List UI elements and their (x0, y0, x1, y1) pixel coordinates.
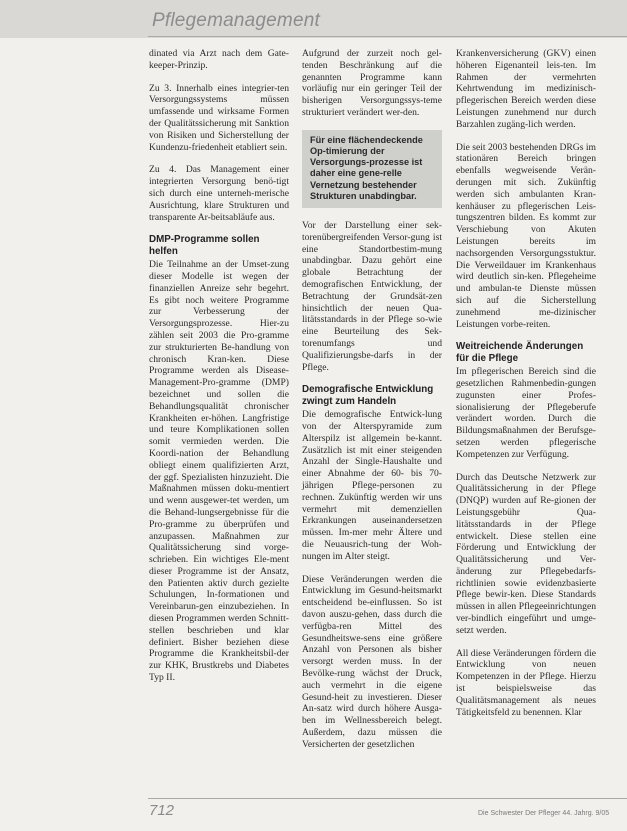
footer-source: Die Schwester Der Pfleger 44. Jahrg. 9/05 (478, 810, 610, 817)
section-title: Pflegemanagement (152, 10, 320, 31)
paragraph: Durch das Deutsche Netzwerk zur Qualitätssicherung in der Pflege (DNQP) wurden auf Re-gionen der Leistungsgebühr Qua-litätsstandards in der Pflege entwickelt. Diese stellen eine Förderung und Entwicklung der Qualitätssicherung und Ver-änderung zur Pflegebedarfs-richtlinien sowie evidenzbasierte Pflege bewir-ken. Diese Standards müssen in allen Pflegeeinrichtungen ver-bindlich eingeführt und umge-setzt werden. (456, 471, 596, 636)
paragraph: Krankenversicherung (GKV) einen höheren Eigenanteil leis-ten. Im Rahmen der vermehrten Kehrtwendung im medizinisch-pflegerischen Bereich werden diese Leistungen zunehmend nur durch Barzahlen zugäng-lich werden. (456, 48, 596, 130)
paragraph: Vor der Darstellung einer sek-torenübergreifenden Versor-gung ist eine Standortbestim-mung unabdingbar. Dazu gehört eine globale Betrachtung der demografischen Entwicklung, der Betrachtung der Grundsät-zen hinsichtlich der neuen Qua-litätsstandards in der Pflege so-wie eine Beurteilung des Sek-torenumfangs und Qualifizierungsbe-darfs in der Pflege. (302, 220, 442, 373)
subheading-dmp: DMP-Programme sollen helfen (149, 234, 260, 257)
footer-rule (148, 798, 627, 799)
paragraph: Die demografische Entwick-lung von der Alterspyramide zum Alterspilz ist allgemein be-kannt. Zusätzlich ist mit einer steigenden Anzahl der Single-Haushalte und einer Abnahme der 60- bis 70-jährigen Pflege-personen zu rechnen. Zukünftig werden wir uns vermehrt mit demenziellen Erkrankungen auseinandersetzen müssen. Im-mer mehr Ältere und die Neuausrich-tung der Woh-nungen im Alter steigt. (302, 409, 442, 562)
header-rule (148, 36, 627, 37)
paragraph: Aufgrund der zurzeit noch gel-tenden Beschränkung auf die genannten Programme kann vorläufig nur ein geringer Teil der bisherigen Versorgungssys-teme strukturiert verändert wer-den. (302, 48, 442, 118)
subheading-pflege: Weitreichende Änderungen für die Pflege (456, 341, 584, 364)
column-2 (302, 48, 442, 761)
column-1 (149, 48, 289, 695)
column-3 (456, 48, 596, 729)
paragraph: All diese Veränderungen fördern die Entwicklung von neuen Kompetenzen in der Pflege. Hierzu ist beispielsweise das Qualitätsmanagement als neues Tätigkeitsfeld zu benennen. Klar (456, 647, 596, 718)
paragraph: Im pflegerischen Bereich sind die gesetzlichen Rahmenbedin-gungen zugunsten einer Profes-sionalisierung der Pflegeberufe verändert worden. Durch die Bildungsmaßnahmen der Berufsge-setzen werden pflegerische Kompetenzen zur Verfügung. (456, 366, 596, 460)
paragraph: Diese Veränderungen werden die Entwicklung im Gesund-heitsmarkt entscheidend be-einflussen. So ist davon auszu-gehen, dass durch die verfügba-ren Mittel des Gesundheitswe-sens eine größere Anzahl von Personen als bisher versorgt werden muss. In der Bevölke-rung wächst der Druck, auch vermehrt in die eigene Gesund-heit zu investieren. Dieser An-satz wird durch höhere Ausga-ben im Wellnessbereich belegt. Außerdem, dazu müssen die Versicherten der gesetzlichen (302, 573, 442, 750)
page-number: 712 (149, 802, 175, 819)
paragraph: Zu 4. Das Management einer integrierten Versorgung benö-tigt sich durch eine unterneh-merische Ausrichtung, klare Strukturen und transparente Ar-beitsabläufe aus. (149, 164, 289, 223)
paragraph: Zu 3. Innerhalb eines integrier-ten Versorgungssystems müssen umfassende und wirksame Formen der Qualitätssicherung mit Sanktion von Risiken und Sicherstellung der Kundenzu-friedenheit etabliert sein. (149, 82, 289, 153)
highlight-box: Für eine flächendeckende Op-timierung der Versorgungs-prozesse ist daher eine gene-relle Vernetzung bestehender Strukturen unabdingbar. (302, 130, 442, 208)
paragraph: Die seit 2003 bestehenden DRGs im stationären Bereich bringen ebenfalls wegweisende Verän-derungen mit sich. Zukünftig werden sich ambulanten Kran-kenhäuser zu pflegerischen Leis-tungszentren bilden. Es kommt zur Verschiebung von Akuten Leistungen bereits im nachsorgenden Versorgungsstuktur. Die Verweildauer im Krankenhaus wird deutlich sin-ken. Pflegeheime und ambulan-te Dienste müssen sich auf die Sicherstellung zunehmend me-dizinischer Leistungen vorbe-reiten. (456, 141, 596, 330)
paragraph: dinated via Arzt nach dem Gate-keeper-Prinzip. (149, 48, 289, 71)
subheading-demografie: Demografische Entwicklung zwingt zum Handeln (302, 384, 434, 407)
paragraph: Die Teilnahme an der Umset-zung dieser Modelle ist wegen der finanziellen Anreize sehr begehrt. Es gibt noch weitere Programme zur Verbesserung der Versorgungsprozesse. Hier-zu zählen seit 2003 die Pro-gramme zur strukturierten Be-handlung von chronisch Kran-ken. Diese Programme werden als Disease-Management-Pro-gramme (DMP) bezeichnet und sollen die Behandlungsqualität chronischer Krankheiten er-höhen. Langfristige und teure Komplikationen sollen somit vermieden werden. Die Koordi-nation der Behandlung obliegt einem qualifizierten Arzt, der ggf. Spezialisten hinzuzieht. Die Maßnahmen müssen doku-mentiert und wenn ausgewer-tet werden, um die Behand-lungsergebnisse für die Pro-gramme zu überprüfen und anzupassen. Maßnahmen zur Qualitätssicherung sind vorge-schrieben. Ein wichtiges Ele-ment dieser Programme ist der Ansatz, den Patienten aktiv durch gezielte Schulungen, In-formationen und Vereinbarun-gen einzubeziehen. In diesen Programmen werden Schnitt-stellen beschrieben und klar definiert. Bisher beziehen diese Programme die Krankheitsbil-der zur KHK, Brustkrebs und Diabetes Typ II. (149, 259, 289, 684)
